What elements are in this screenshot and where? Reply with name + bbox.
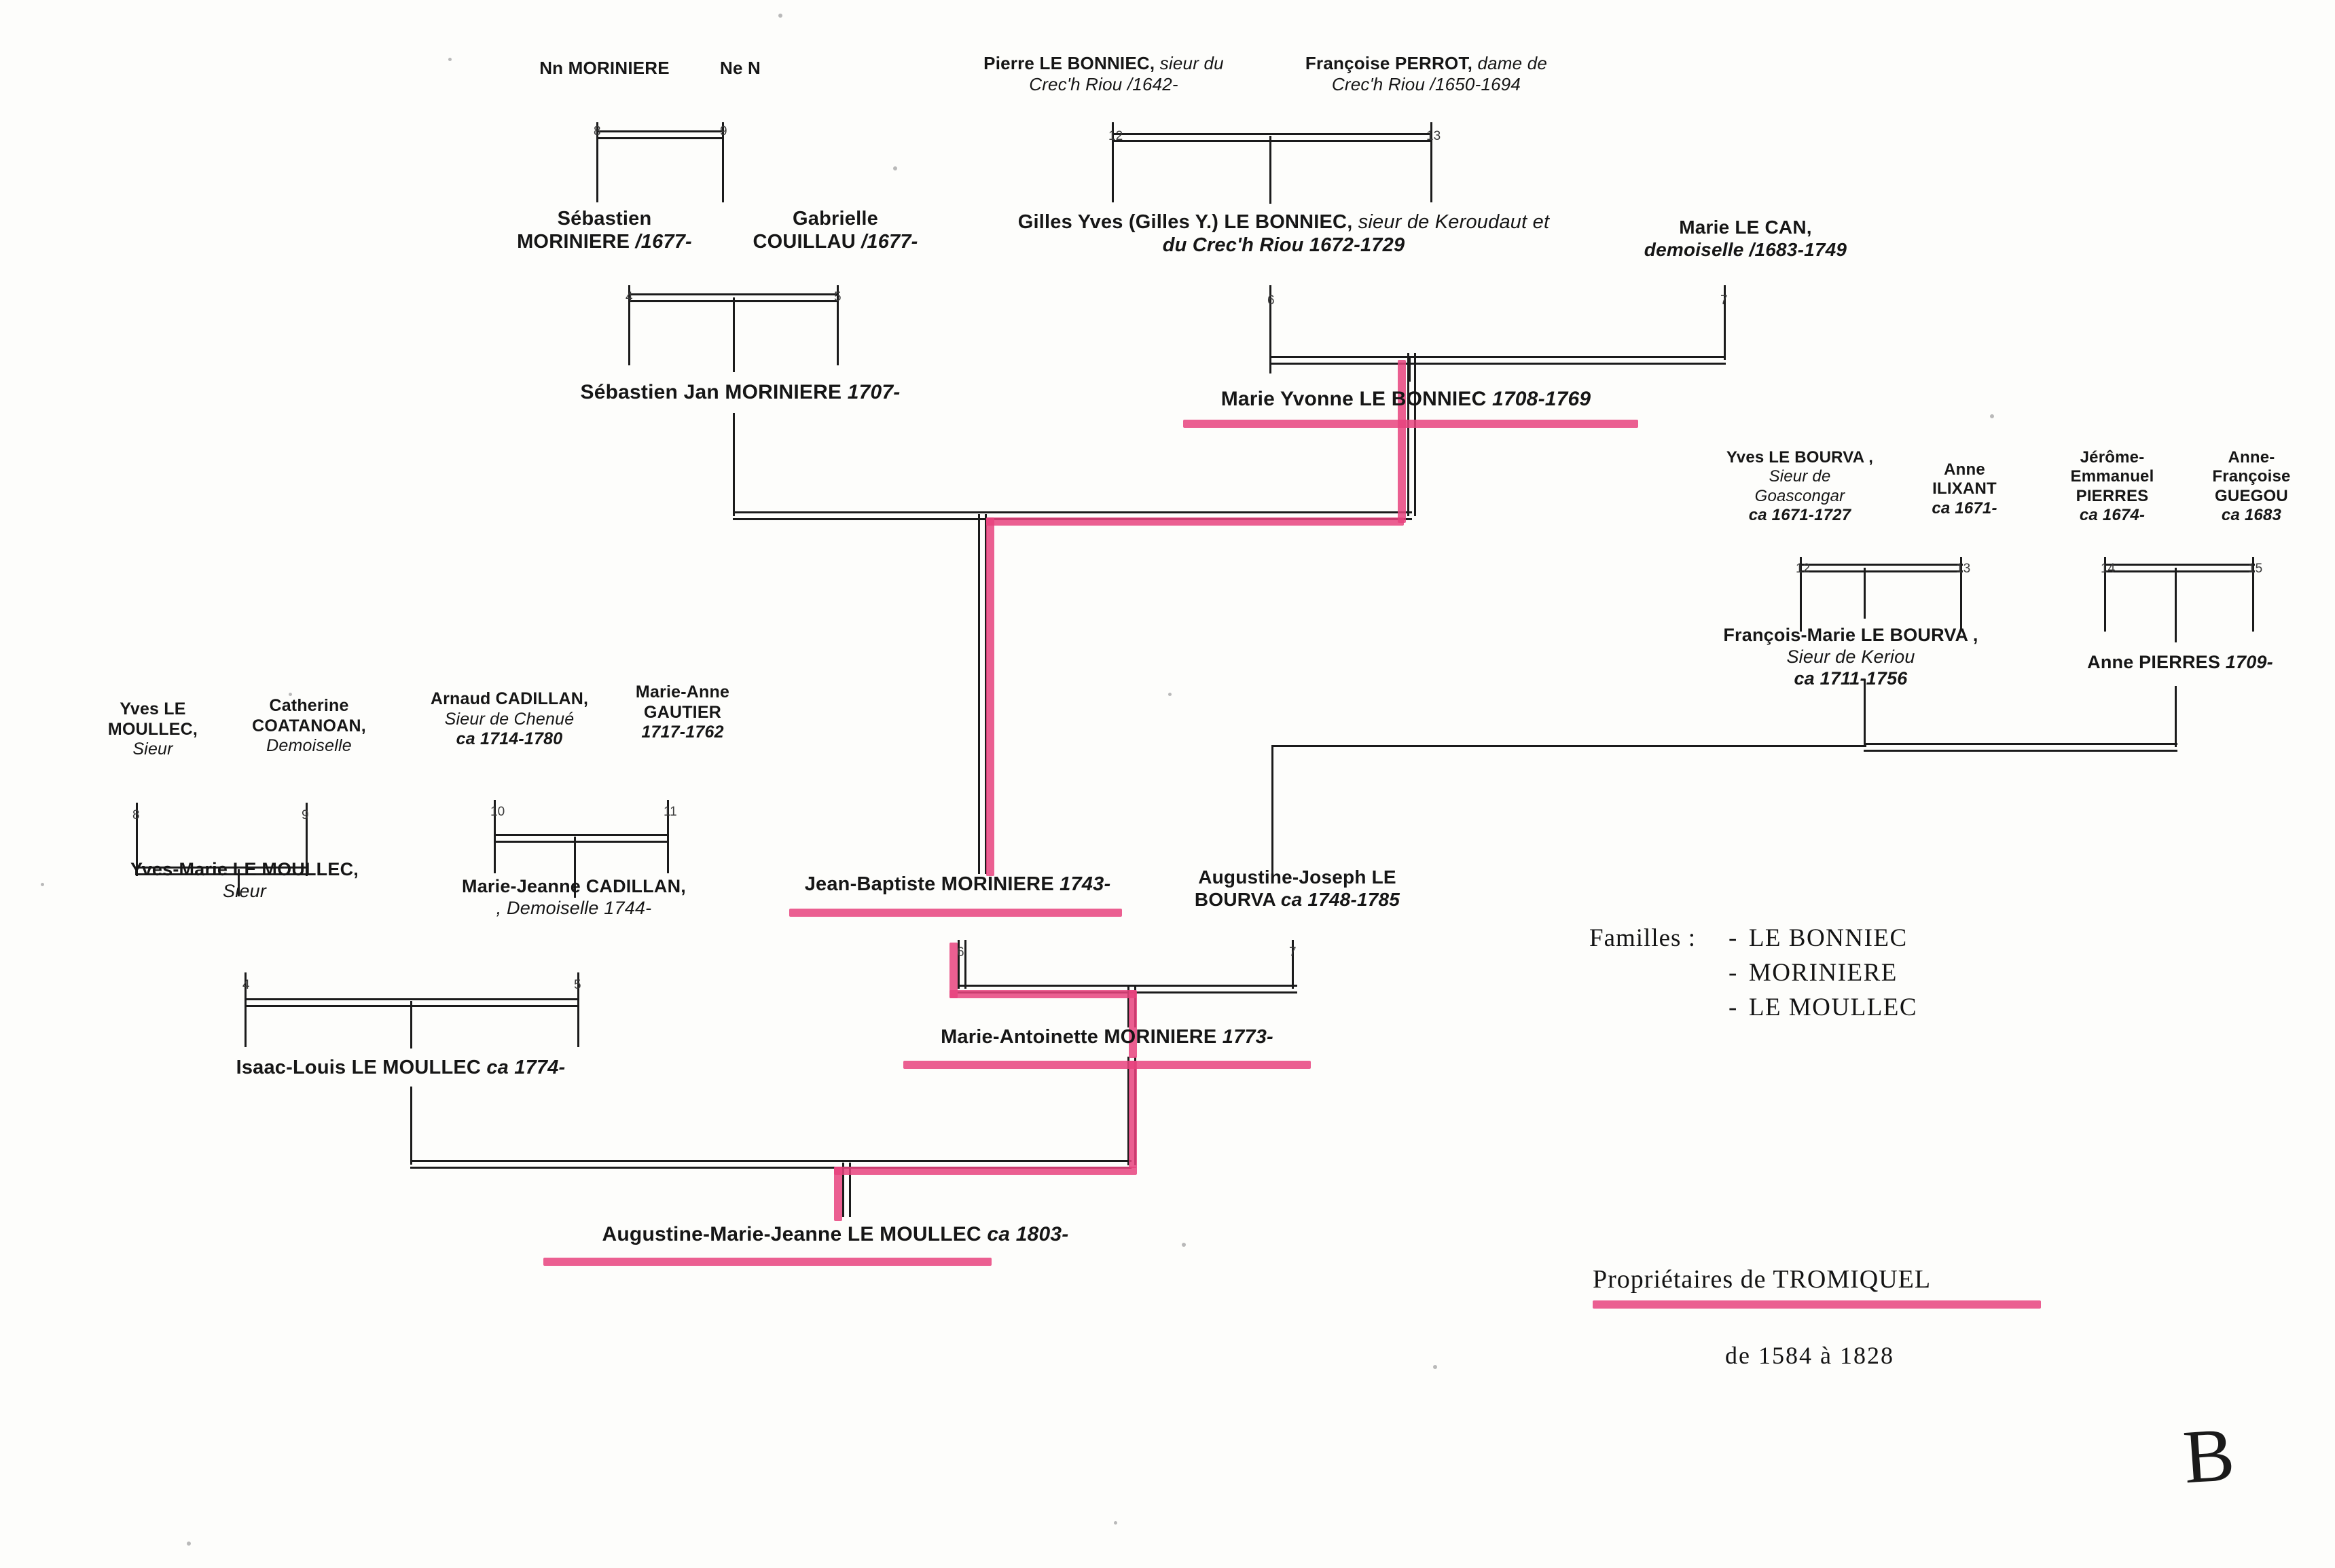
line-vert: [2175, 568, 2177, 642]
highlight-jean-baptiste: [789, 909, 1122, 917]
highlight-couple-bar-3: [834, 1167, 1137, 1175]
person-text: sieur de Keroudaut et: [1358, 211, 1550, 233]
line-vert: [410, 1001, 412, 1049]
person-text: ca 1774-: [486, 1057, 566, 1078]
person-anne-ilixant: [1902, 460, 2027, 518]
footer-subtitle: de 1584 à 1828: [1725, 1342, 1894, 1369]
highlight-descent-1: [1398, 360, 1406, 523]
person-text: Sieur: [132, 740, 173, 759]
index-number: 4: [242, 978, 250, 992]
legend-item-label: LE MOULLEC: [1748, 993, 1918, 1021]
person-sebastien-moriniere: [506, 207, 703, 253]
person-text: 1773-: [1222, 1026, 1273, 1048]
person-gabrielle-couillau: [737, 207, 934, 253]
person-text: Gilles Yves (Gilles Y.) LE BONNIEC,: [1017, 211, 1358, 233]
person-text: Anne-: [2228, 448, 2275, 467]
person-text: ca 1714-1780: [456, 729, 563, 748]
highlight-couple-bar-2: [949, 990, 1136, 998]
person-text: ca 1674-: [2079, 505, 2146, 524]
person-sebastien-jan-moriniere: [537, 380, 944, 404]
person-augustine-joseph-le-bourva: [1172, 866, 1423, 911]
person-arnaud-cadillan: [401, 689, 618, 750]
person-text: Sieur de Keriou: [1786, 646, 1915, 667]
person-augustine-marie-jeanne-le-moullec: [537, 1222, 1134, 1246]
highlight-footer-title: [1593, 1300, 2041, 1309]
line-vert: [1271, 745, 1273, 874]
highlight-marie-antoinette: [903, 1061, 1311, 1069]
legend-item: [1728, 993, 1917, 1022]
person-text: Marie-Anne: [635, 682, 730, 701]
index-number: 13: [1426, 129, 1441, 143]
legend-dash: -: [1728, 959, 1738, 987]
legend-list: [1728, 924, 1917, 1027]
line-vert: [410, 1087, 412, 1165]
highlight-descent-6: [834, 1167, 842, 1221]
couple-bar: [1864, 743, 2177, 752]
person-text: Nn MORINIERE: [539, 58, 670, 78]
person-text: Catherine: [269, 696, 349, 715]
scan-speck: [893, 166, 897, 170]
line-vert-double: [1407, 353, 1416, 516]
person-yves-le-moullec: [85, 699, 221, 760]
legend-item: [1728, 958, 1917, 987]
person-text: ca 1671-: [1932, 498, 1997, 517]
person-jean-baptiste-moriniere: [781, 873, 1134, 896]
index-number: 14: [2101, 562, 2116, 576]
scan-speck: [1990, 414, 1994, 418]
index-number: 11: [664, 805, 677, 819]
person-text: Demoiselle: [266, 736, 352, 755]
highlight-descent-2: [986, 517, 994, 876]
person-text: Augustine-Marie-Jeanne LE MOULLEC: [602, 1223, 988, 1245]
legend-dash: -: [1728, 993, 1738, 1021]
couple-bar: [1112, 133, 1432, 142]
legend-dash: -: [1728, 924, 1738, 952]
person-text: Ne N: [719, 58, 761, 78]
person-isaac-louis-le-moullec: [194, 1056, 608, 1079]
person-text: Yves-Marie LE MOULLEC,: [130, 859, 359, 879]
person-text: Arnaud CADILLAN,: [430, 689, 589, 708]
person-text: Yves LE BOURVA ,: [1726, 448, 1874, 467]
scan-speck: [187, 1542, 191, 1546]
highlight-marie-yvonne: [1183, 420, 1638, 428]
person-text: MORINIERE: [517, 231, 636, 253]
scan-speck: [289, 693, 292, 696]
index-number: 9: [302, 808, 309, 822]
person-marie-le-can: [1610, 216, 1881, 261]
person-text: COATANOAN,: [252, 716, 366, 735]
legend-item-label: MORINIERE: [1748, 959, 1898, 987]
highlight-augustine-marie-jeanne: [543, 1258, 992, 1266]
person-text: 1717-1762: [641, 723, 724, 742]
person-text: 1709-: [2225, 652, 2273, 672]
person-pierre-le-bonniec: [944, 53, 1263, 94]
person-text: Isaac-Louis LE MOULLEC: [236, 1057, 487, 1078]
person-text: Gabrielle: [793, 208, 878, 230]
index-number: 10: [490, 805, 505, 819]
person-gilles-yves-le-bonniec: [964, 211, 1603, 257]
couple-bar: [494, 834, 669, 843]
person-text: Anne: [1944, 460, 1985, 479]
person-marie-anne-gautier: [604, 682, 761, 743]
person-marie-jeanne-cadillan: [428, 876, 720, 919]
person-text: Marie Yvonne LE BONNIEC: [1220, 388, 1493, 410]
person-text: sieur du: [1159, 53, 1224, 73]
person-text: Crec'h Riou /1650-1694: [1331, 73, 1521, 94]
person-marie-antoinette-moriniere: [897, 1025, 1318, 1049]
person-anne-pierres: [2044, 652, 2316, 674]
person-text: ca 1683: [2221, 505, 2282, 524]
person-text: Jean-Baptiste MORINIERE: [804, 873, 1060, 895]
highlight-descent-5: [1129, 1061, 1137, 1168]
scan-speck: [1182, 1243, 1186, 1247]
person-jerome-emmanuel-pierres: [2044, 448, 2180, 525]
person-text: 1708-1769: [1492, 388, 1591, 410]
person-nn-moriniere: [516, 58, 693, 79]
index-number: 7: [1289, 945, 1297, 960]
person-text: Yves LE: [120, 699, 186, 718]
person-text: MOULLEC,: [107, 719, 198, 739]
person-text: Sieur: [222, 880, 267, 901]
person-text: Marie LE CAN,: [1679, 217, 1812, 238]
person-anne-francoise-guegou: [2184, 448, 2319, 525]
scan-speck: [448, 58, 452, 61]
person-text: BOURVA: [1194, 889, 1281, 911]
person-text: Crec'h Riou /1642-: [1029, 73, 1178, 94]
couple-bar: [2104, 564, 2255, 572]
person-text: ca 1711-1756: [1794, 668, 1908, 689]
index-number: 6: [1267, 293, 1275, 308]
person-text: ca 1671-1727: [1748, 505, 1851, 524]
person-text: François-Marie LE BOURVA ,: [1723, 625, 1978, 645]
person-text: Augustine-Joseph LE: [1198, 867, 1396, 888]
index-number: 15: [2248, 562, 2263, 576]
index-number: 5: [834, 290, 841, 304]
person-text: /1677-: [635, 231, 692, 253]
person-text: Marie-Antoinette MORINIERE: [941, 1026, 1223, 1048]
scan-speck: [1168, 693, 1172, 696]
person-text: /1677-: [861, 231, 918, 253]
index-number: 7: [1720, 293, 1728, 308]
footer-title: Propriétaires de TROMIQUEL: [1593, 1265, 1932, 1294]
line-vert: [733, 297, 735, 372]
person-text: Françoise PERROT,: [1305, 53, 1478, 73]
line-vert: [1864, 568, 1866, 619]
person-text: du Crec'h Riou 1672-1729: [1162, 234, 1405, 257]
person-text: Marie-Jeanne CADILLAN,: [462, 876, 686, 896]
person-text: Sébastien Jan MORINIERE: [580, 381, 848, 403]
person-text: Pierre LE BONNIEC,: [983, 53, 1160, 73]
person-text: , Demoiselle 1744-: [496, 897, 652, 918]
couple-bar: [596, 130, 724, 139]
index-number: 5: [574, 978, 581, 992]
person-text: dame de: [1477, 53, 1548, 73]
line-vert: [733, 413, 735, 516]
person-text: Jérôme-: [2080, 448, 2145, 467]
index-number: 6: [957, 945, 964, 960]
person-text: 1743-: [1060, 873, 1111, 895]
index-number: 12: [1108, 129, 1123, 143]
scan-speck: [1114, 1521, 1117, 1525]
legend: [1589, 924, 1917, 1027]
person-text: ILIXANT: [1932, 479, 1997, 498]
legend-item-label: LE BONNIEC: [1748, 924, 1908, 952]
person-text: ca 1803-: [987, 1223, 1069, 1245]
person-francoise-perrot: [1277, 53, 1576, 94]
person-text: Sébastien: [557, 208, 652, 230]
legend-label: Familles :: [1589, 924, 1696, 952]
index-number: 8: [132, 808, 140, 822]
person-yves-le-bourva: [1715, 448, 1885, 525]
person-text: Françoise: [2212, 467, 2291, 486]
person-text: Anne PIERRES: [2087, 652, 2226, 672]
index-number: 4: [626, 290, 633, 304]
couple-bar: [1800, 564, 1963, 572]
person-catherine-coatanoan: [228, 696, 391, 756]
scan-speck: [778, 14, 782, 18]
person-ne-n: [686, 58, 795, 79]
scan-speck: [41, 883, 44, 886]
person-text: GAUTIER: [644, 702, 721, 722]
person-text: demoiselle /1683-1749: [1644, 239, 1847, 261]
person-text: Sieur de Chenué: [444, 709, 575, 729]
person-yves-marie-le-moullec: [95, 859, 394, 902]
person-text: ca 1748-1785: [1280, 889, 1400, 911]
couple-bar: [1269, 356, 1726, 365]
page-mark: B: [2180, 1412, 2237, 1500]
index-number: 12: [1796, 562, 1811, 576]
highlight-couple-bar-1: [986, 517, 1404, 526]
index-number: 13: [1956, 562, 1971, 576]
line-horiz: [1271, 745, 1866, 747]
person-text: Emmanuel: [2070, 467, 2154, 486]
person-text: PIERRES: [2076, 486, 2149, 505]
person-marie-yvonne-le-bonniec: [1175, 387, 1637, 411]
scan-speck: [1433, 1365, 1437, 1369]
index-number: 8: [594, 124, 601, 139]
legend-item: [1728, 924, 1917, 953]
person-text: COUILLAU: [753, 231, 862, 253]
index-number: 9: [720, 124, 727, 139]
person-text: Goascongar: [1754, 486, 1845, 505]
person-text: GUEGOU: [2215, 486, 2288, 505]
line-vert: [1269, 136, 1271, 204]
person-text: Sieur de: [1769, 467, 1831, 486]
line-vert: [2175, 686, 2177, 747]
person-text: 1707-: [847, 381, 901, 403]
person-francois-marie-le-bourva: [1691, 625, 2010, 690]
